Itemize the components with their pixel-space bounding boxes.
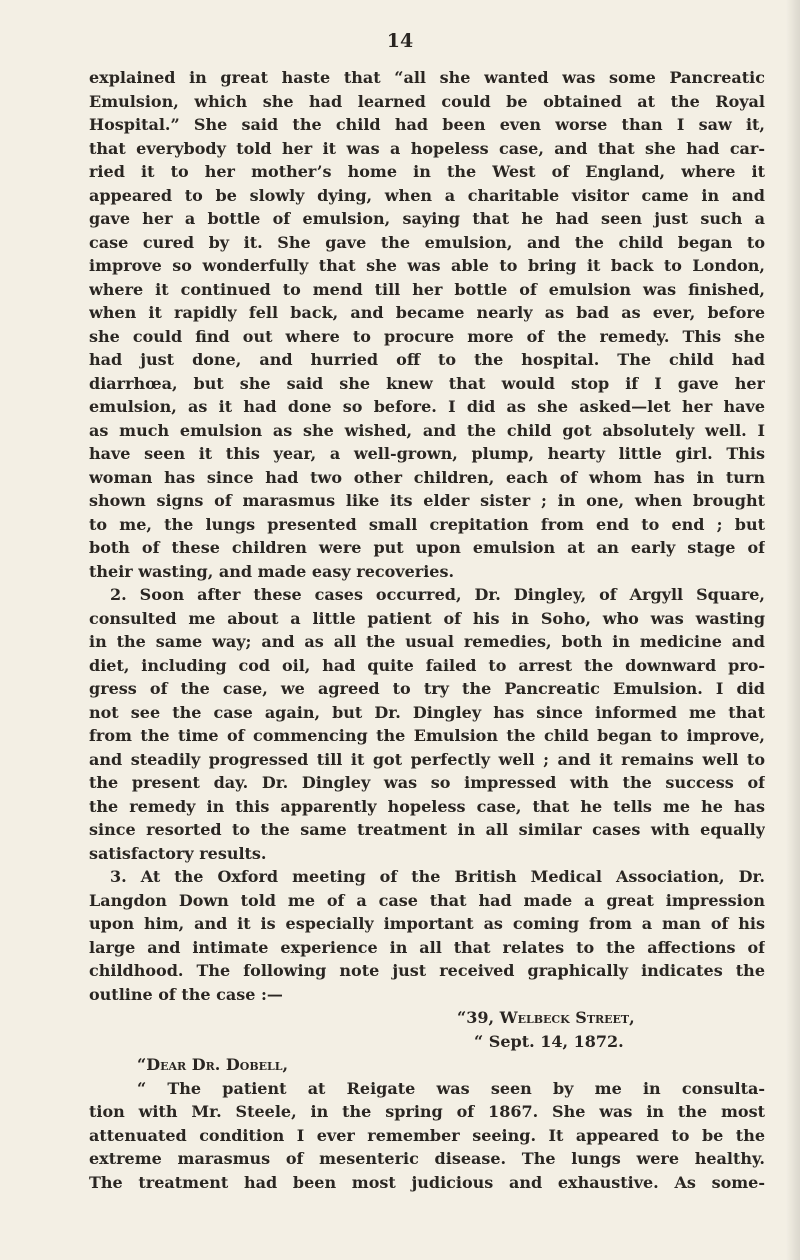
text-line: improve so wonderfully that she was able to bring it back to London,: [89, 256, 765, 275]
text-line: their wasting, and made easy recoveries.: [89, 561, 455, 581]
text-line: Emulsion, which she had learned could be obtained at the Royal: [89, 91, 765, 111]
text-line: emulsion, as it had done so before. I did as she asked—let her have: [89, 397, 765, 416]
page-number: 14: [386, 30, 414, 52]
text-line: “39, Welbeck Street,: [457, 1008, 635, 1027]
text-line: and steadily progressed till it got perfectly well ; and it remains well to: [89, 749, 765, 769]
text-line: to me, the lungs presented small crepitation from end to end ; but: [89, 514, 765, 534]
text-line: large and intimate experience in all that relates to the affections of: [89, 937, 765, 957]
text-line: as much emulsion as she wished, and the child got absolutely well. I: [89, 420, 765, 440]
text-line: tion with Mr. Steele, in the spring of 1867. She was in the most: [89, 1102, 765, 1121]
text-line: both of these children were put upon emulsion at an early stage of: [89, 538, 765, 557]
page-edge-shadow: [786, 0, 800, 1260]
text-line: diet, including cod oil, had quite failed to arrest the downward pro-: [89, 655, 765, 675]
text-line: Hospital.” She said the child had been even worse than I saw it,: [89, 115, 765, 134]
text-line: gave her a bottle of emulsion, saying that he had seen just such a: [89, 209, 765, 228]
text-line: The treatment had been most judicious and exhaustive. As some-: [89, 1172, 765, 1192]
text-line: attenuated condition I ever remember seeing. It appeared to be the: [89, 1125, 765, 1145]
text-line: woman has since had two other children, each of whom has in turn: [89, 467, 765, 487]
text-line: shown signs of marasmus like its elder sister ; in one, when brought: [89, 491, 765, 510]
text-line: diarrhœa, but she said she knew that would stop if I gave her: [89, 373, 765, 393]
text-line: from the time of commencing the Emulsion the child began to improve,: [89, 726, 765, 745]
text-line: case cured by it. She gave the emulsion, and the child began to: [89, 232, 765, 252]
text-line: that everybody told her it was a hopeless case, and that she had car-: [89, 138, 765, 158]
text-line: 2. Soon after these cases occurred, Dr. Dingley, of Argyll Square,: [110, 585, 765, 604]
text-line: “Dear Dr. Dobell,: [137, 1055, 289, 1074]
text-line: in the same way; and as all the usual remedies, both in medicine and: [89, 632, 765, 651]
text-line: ried it to her mother’s home in the West of England, where it: [89, 162, 765, 181]
text-line: where it continued to mend till her bottle of emulsion was finished,: [89, 279, 765, 299]
text-line: had just done, and hurried off to the hospital. The child had: [89, 350, 765, 369]
text-line: upon him, and it is especially important as coming from a man of his: [89, 914, 765, 933]
text-line: Langdon Down told me of a case that had made a great impression: [89, 890, 765, 910]
text-line: the present day. Dr. Dingley was so impressed with the success of: [89, 773, 765, 792]
text-line: when it rapidly fell back, and became nearly as bad as ever, before: [89, 303, 765, 322]
body-text: [89, 66, 765, 1194]
text-line: the remedy in this apparently hopeless case, that he tells me he has: [89, 796, 765, 816]
text-line: “ Sept. 14, 1872.: [474, 1031, 624, 1051]
text-line: not see the case again, but Dr. Dingley has since informed me that: [89, 702, 765, 722]
text-line: appeared to be slowly dying, when a charitable visitor came in and: [89, 185, 765, 205]
text-line: gress of the case, we agreed to try the Pancreatic Emulsion. I did: [89, 679, 765, 698]
text-line: childhood. The following note just received graphically indicates the: [89, 961, 765, 980]
text-line: satisfactory results.: [89, 843, 267, 863]
text-line: “ The patient at Reigate was seen by me in consulta-: [137, 1078, 765, 1098]
text-line: she could find out where to procure more of the remedy. This she: [89, 326, 765, 346]
text-line: consulted me about a little patient of his in Soho, who was wasting: [89, 608, 765, 628]
text-line: 3. At the Oxford meeting of the British Medical Association, Dr.: [110, 867, 765, 886]
text-line: have seen it this year, a well-grown, plump, hearty little girl. This: [89, 444, 765, 463]
text-line: since resorted to the same treatment in all similar cases with equally: [89, 820, 765, 839]
text-line: explained in great haste that “all she wanted was some Pancreatic: [89, 68, 765, 87]
text-line: extreme marasmus of mesenteric disease. The lungs were healthy.: [89, 1149, 765, 1168]
text-line: outline of the case :—: [89, 984, 283, 1004]
